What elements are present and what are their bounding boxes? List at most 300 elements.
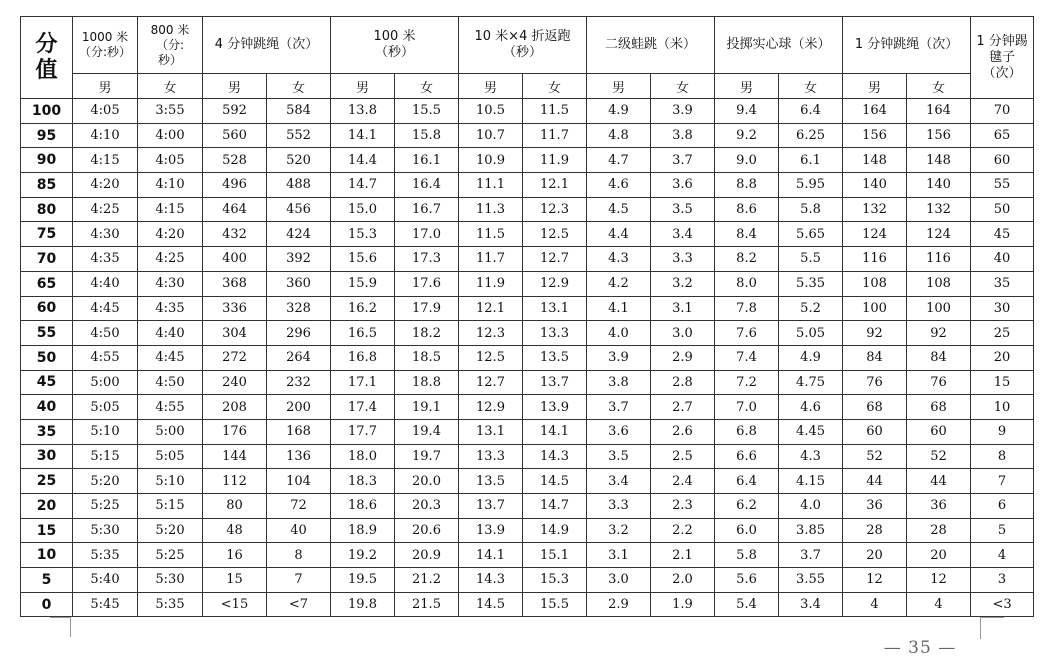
table-cell: 3.9 xyxy=(651,99,715,124)
table-cell: 4:50 xyxy=(138,370,203,395)
crop-mark-left-horizontal xyxy=(50,617,70,618)
table-cell: 3.2 xyxy=(651,271,715,296)
table-cell: 13.9 xyxy=(523,395,587,420)
subheader-row xyxy=(21,74,1034,99)
table-cell: 18.3 xyxy=(331,469,395,494)
table-cell: 19.8 xyxy=(331,592,395,617)
table-cell: 76 xyxy=(907,370,971,395)
table-cell: 9.0 xyxy=(715,148,779,173)
table-cell: 18.8 xyxy=(395,370,459,395)
score-cell: 30 xyxy=(21,444,73,469)
table-cell: 15.3 xyxy=(331,222,395,247)
table-cell: 30 xyxy=(971,296,1034,321)
table-cell: 5.95 xyxy=(779,173,843,198)
table-row xyxy=(21,247,1034,272)
page-number: — 35 — xyxy=(883,638,957,658)
table-cell: 4 xyxy=(971,543,1034,568)
table-cell: 5.8 xyxy=(779,197,843,222)
table-cell: 14.5 xyxy=(459,592,523,617)
table-cell: 18.0 xyxy=(331,444,395,469)
table-cell: <3 xyxy=(971,592,1034,617)
table-cell: 3.7 xyxy=(651,148,715,173)
table-cell: 12.7 xyxy=(459,370,523,395)
table-cell: 5.4 xyxy=(715,592,779,617)
table-cell: 100 xyxy=(843,296,907,321)
table-cell: 272 xyxy=(203,345,267,370)
table-cell: 4.0 xyxy=(779,494,843,519)
table-cell: 124 xyxy=(907,222,971,247)
score-header xyxy=(21,17,73,99)
table-cell: 5.6 xyxy=(715,568,779,593)
table-cell: 12.9 xyxy=(523,271,587,296)
table-cell: 156 xyxy=(843,123,907,148)
table-cell: 592 xyxy=(203,99,267,124)
subheader-female: 女 xyxy=(523,74,587,99)
table-cell: 4.4 xyxy=(587,222,651,247)
table-cell: 4:50 xyxy=(73,321,138,346)
table-cell: 19.4 xyxy=(395,419,459,444)
table-cell: 18.6 xyxy=(331,494,395,519)
header-shuttle-run: 10 米×4 折返跑（秒） xyxy=(459,17,587,74)
table-cell: 10 xyxy=(971,395,1034,420)
table-cell: 14.5 xyxy=(523,469,587,494)
table-cell: 11.5 xyxy=(523,99,587,124)
table-cell: 4:00 xyxy=(138,123,203,148)
table-cell: 3.8 xyxy=(587,370,651,395)
table-cell: 4.3 xyxy=(587,247,651,272)
table-cell: 424 xyxy=(267,222,331,247)
table-cell: 392 xyxy=(267,247,331,272)
table-cell: 52 xyxy=(843,444,907,469)
score-cell: 90 xyxy=(21,148,73,173)
table-cell: 16.1 xyxy=(395,148,459,173)
table-cell: 36 xyxy=(843,494,907,519)
table-cell: 2.1 xyxy=(651,543,715,568)
table-cell: 12 xyxy=(843,568,907,593)
table-cell: 5:00 xyxy=(73,370,138,395)
table-cell: 16.7 xyxy=(395,197,459,222)
table-cell: 70 xyxy=(971,99,1034,124)
table-cell: 5.5 xyxy=(779,247,843,272)
table-cell: 4:10 xyxy=(73,123,138,148)
table-row xyxy=(21,592,1034,617)
table-cell: 19.1 xyxy=(395,395,459,420)
score-cell: 85 xyxy=(21,173,73,198)
table-cell: 28 xyxy=(843,518,907,543)
table-cell: 20 xyxy=(907,543,971,568)
table-cell: 5:10 xyxy=(138,469,203,494)
table-cell: 4:10 xyxy=(138,173,203,198)
table-cell: 8.4 xyxy=(715,222,779,247)
table-cell: 40 xyxy=(971,247,1034,272)
table-cell: 5:35 xyxy=(138,592,203,617)
table-cell: 4:45 xyxy=(138,345,203,370)
score-cell: 15 xyxy=(21,518,73,543)
table-row xyxy=(21,494,1034,519)
table-cell: 14.1 xyxy=(331,123,395,148)
table-cell: 488 xyxy=(267,173,331,198)
table-cell: 4:40 xyxy=(73,271,138,296)
table-cell: 4:15 xyxy=(73,148,138,173)
table-cell: 400 xyxy=(203,247,267,272)
table-cell: 112 xyxy=(203,469,267,494)
table-cell: 3.85 xyxy=(779,518,843,543)
table-cell: 3.0 xyxy=(651,321,715,346)
table-cell: 40 xyxy=(267,518,331,543)
table-cell: 44 xyxy=(907,469,971,494)
table-cell: 5.65 xyxy=(779,222,843,247)
table-cell: 6.8 xyxy=(715,419,779,444)
table-cell: 5.8 xyxy=(715,543,779,568)
table-cell: 7.2 xyxy=(715,370,779,395)
table-cell: 2.4 xyxy=(651,469,715,494)
score-cell: 20 xyxy=(21,494,73,519)
table-cell: 92 xyxy=(843,321,907,346)
table-row xyxy=(21,345,1034,370)
table-cell: <7 xyxy=(267,592,331,617)
table-row xyxy=(21,148,1034,173)
table-cell: 4:35 xyxy=(138,296,203,321)
table-cell: 3.3 xyxy=(651,247,715,272)
table-cell: 18.5 xyxy=(395,345,459,370)
table-cell: 148 xyxy=(843,148,907,173)
table-cell: 10.7 xyxy=(459,123,523,148)
table-cell: 3.3 xyxy=(587,494,651,519)
table-cell: 124 xyxy=(843,222,907,247)
table-cell: 7 xyxy=(971,469,1034,494)
header-100m: 100 米（秒） xyxy=(331,17,459,74)
table-cell: 13.5 xyxy=(459,469,523,494)
table-cell: 4.6 xyxy=(587,173,651,198)
table-cell: 3.5 xyxy=(651,197,715,222)
table-cell: 12.5 xyxy=(523,222,587,247)
table-cell: 1.9 xyxy=(651,592,715,617)
table-cell: 11.5 xyxy=(459,222,523,247)
table-cell: 528 xyxy=(203,148,267,173)
table-cell: 4:05 xyxy=(138,148,203,173)
table-cell: 5.05 xyxy=(779,321,843,346)
table-cell: 45 xyxy=(971,222,1034,247)
table-cell: 14.3 xyxy=(523,444,587,469)
table-cell: 52 xyxy=(907,444,971,469)
table-cell: 5.35 xyxy=(779,271,843,296)
score-cell: 75 xyxy=(21,222,73,247)
subheader-female: 女 xyxy=(267,74,331,99)
table-cell: 2.5 xyxy=(651,444,715,469)
score-cell: 25 xyxy=(21,469,73,494)
header-4min-rope: 4 分钟跳绳（次） xyxy=(203,17,331,74)
table-cell: 17.7 xyxy=(331,419,395,444)
table-cell: 296 xyxy=(267,321,331,346)
table-cell: 2.0 xyxy=(651,568,715,593)
table-cell: 4.15 xyxy=(779,469,843,494)
table-cell: 560 xyxy=(203,123,267,148)
score-cell: 80 xyxy=(21,197,73,222)
subheader-male: 男 xyxy=(203,74,267,99)
table-cell: 3.4 xyxy=(587,469,651,494)
score-cell: 60 xyxy=(21,296,73,321)
table-cell: 48 xyxy=(203,518,267,543)
table-cell: 92 xyxy=(907,321,971,346)
score-cell: 95 xyxy=(21,123,73,148)
table-cell: 8.6 xyxy=(715,197,779,222)
subheader-male: 男 xyxy=(459,74,523,99)
table-cell: 5:15 xyxy=(73,444,138,469)
table-row xyxy=(21,395,1034,420)
table-cell: 18.9 xyxy=(331,518,395,543)
table-cell: 264 xyxy=(267,345,331,370)
table-cell: 60 xyxy=(971,148,1034,173)
score-cell: 70 xyxy=(21,247,73,272)
table-cell: 9 xyxy=(971,419,1034,444)
table-cell: 3:55 xyxy=(138,99,203,124)
subheader-male: 男 xyxy=(587,74,651,99)
table-row xyxy=(21,321,1034,346)
table-cell: 84 xyxy=(843,345,907,370)
table-cell: 4:45 xyxy=(73,296,138,321)
table-cell: 21.2 xyxy=(395,568,459,593)
table-cell: 15.1 xyxy=(523,543,587,568)
table-cell: 12.1 xyxy=(459,296,523,321)
score-cell: 35 xyxy=(21,419,73,444)
table-cell: 11.1 xyxy=(459,173,523,198)
table-cell: 4:15 xyxy=(138,197,203,222)
table-cell: 5:40 xyxy=(73,568,138,593)
score-cell: 65 xyxy=(21,271,73,296)
table-cell: 11.7 xyxy=(523,123,587,148)
table-row xyxy=(21,222,1034,247)
table-cell: 13.7 xyxy=(523,370,587,395)
table-cell: 5:30 xyxy=(73,518,138,543)
table-cell: 18.2 xyxy=(395,321,459,346)
table-cell: 72 xyxy=(267,494,331,519)
table-row xyxy=(21,197,1034,222)
table-row xyxy=(21,173,1034,198)
subheader-female: 女 xyxy=(651,74,715,99)
table-cell: 14.4 xyxy=(331,148,395,173)
table-cell: 15 xyxy=(203,568,267,593)
table-cell: 3.55 xyxy=(779,568,843,593)
table-cell: 44 xyxy=(843,469,907,494)
table-cell: 520 xyxy=(267,148,331,173)
table-cell: 10.5 xyxy=(459,99,523,124)
table-cell: 5:30 xyxy=(138,568,203,593)
score-header-label: 分值 xyxy=(35,31,58,83)
table-cell: 11.3 xyxy=(459,197,523,222)
header-medicine-ball: 投掷实心球（米） xyxy=(715,17,843,74)
table-cell: 5:05 xyxy=(73,395,138,420)
table-cell: 14.9 xyxy=(523,518,587,543)
table-cell: 6.0 xyxy=(715,518,779,543)
table-cell: 3.9 xyxy=(587,345,651,370)
table-cell: 68 xyxy=(843,395,907,420)
table-cell: 360 xyxy=(267,271,331,296)
table-cell: 20 xyxy=(843,543,907,568)
table-cell: 464 xyxy=(203,197,267,222)
header-frog-jump: 二级蛙跳（米） xyxy=(587,17,715,74)
table-cell: 4:30 xyxy=(73,222,138,247)
table-cell: 17.6 xyxy=(395,271,459,296)
table-cell: 5:25 xyxy=(73,494,138,519)
table-cell: 12.7 xyxy=(523,247,587,272)
table-cell: 156 xyxy=(907,123,971,148)
table-cell: 19.5 xyxy=(331,568,395,593)
table-cell: 13.8 xyxy=(331,99,395,124)
table-cell: 168 xyxy=(267,419,331,444)
table-cell: 15 xyxy=(971,370,1034,395)
table-cell: 15.8 xyxy=(395,123,459,148)
table-cell: 15.0 xyxy=(331,197,395,222)
table-cell: 76 xyxy=(843,370,907,395)
table-cell: 116 xyxy=(843,247,907,272)
table-cell: 4:25 xyxy=(138,247,203,272)
table-cell: 5:00 xyxy=(138,419,203,444)
table-cell: 368 xyxy=(203,271,267,296)
table-cell: 15.6 xyxy=(331,247,395,272)
table-cell: 2.8 xyxy=(651,370,715,395)
table-cell: 6.6 xyxy=(715,444,779,469)
table-cell: 6.25 xyxy=(779,123,843,148)
table-cell: 328 xyxy=(267,296,331,321)
table-cell: 2.7 xyxy=(651,395,715,420)
table-cell: 17.3 xyxy=(395,247,459,272)
table-cell: 5:15 xyxy=(138,494,203,519)
table-cell: 3.1 xyxy=(651,296,715,321)
table-cell: 25 xyxy=(971,321,1034,346)
table-cell: 3.7 xyxy=(587,395,651,420)
subheader-male: 男 xyxy=(331,74,395,99)
table-cell: 200 xyxy=(267,395,331,420)
table-cell: 4.3 xyxy=(779,444,843,469)
table-row xyxy=(21,99,1034,124)
table-cell: 8 xyxy=(971,444,1034,469)
table-cell: 21.5 xyxy=(395,592,459,617)
header-1000m: 1000 米（分:秒） xyxy=(73,17,138,74)
table-cell: 4.2 xyxy=(587,271,651,296)
table-cell: 4.8 xyxy=(587,123,651,148)
table-cell: 14.7 xyxy=(523,494,587,519)
score-cell: 45 xyxy=(21,370,73,395)
table-cell: 5:25 xyxy=(138,543,203,568)
table-cell: 5:05 xyxy=(138,444,203,469)
table-cell: 132 xyxy=(907,197,971,222)
table-cell: 17.0 xyxy=(395,222,459,247)
table-cell: 140 xyxy=(907,173,971,198)
table-cell: 148 xyxy=(907,148,971,173)
table-cell: 584 xyxy=(267,99,331,124)
table-cell: 2.2 xyxy=(651,518,715,543)
table-cell: 20.3 xyxy=(395,494,459,519)
table-row xyxy=(21,543,1034,568)
table-cell: 4:20 xyxy=(73,173,138,198)
table-cell: 7 xyxy=(267,568,331,593)
table-cell: 15.5 xyxy=(523,592,587,617)
table-cell: 84 xyxy=(907,345,971,370)
score-cell: 5 xyxy=(21,568,73,593)
table-cell: 8.0 xyxy=(715,271,779,296)
table-row xyxy=(21,271,1034,296)
table-body xyxy=(21,99,1034,617)
table-cell: 10.9 xyxy=(459,148,523,173)
table-cell: 19.7 xyxy=(395,444,459,469)
table-cell: 20.0 xyxy=(395,469,459,494)
crop-mark-left xyxy=(70,617,71,637)
table-cell: 13.1 xyxy=(523,296,587,321)
table-cell: 4.5 xyxy=(587,197,651,222)
table-cell: 14.1 xyxy=(459,543,523,568)
table-cell: 20.6 xyxy=(395,518,459,543)
table-cell: 164 xyxy=(907,99,971,124)
table-cell: 240 xyxy=(203,370,267,395)
table-cell: 4.75 xyxy=(779,370,843,395)
table-cell: 16.2 xyxy=(331,296,395,321)
table-cell: 4:20 xyxy=(138,222,203,247)
header-1min-rope: 1 分钟跳绳（次） xyxy=(843,17,971,74)
table-cell: 35 xyxy=(971,271,1034,296)
table-cell: 17.1 xyxy=(331,370,395,395)
table-cell: 8.8 xyxy=(715,173,779,198)
score-cell: 10 xyxy=(21,543,73,568)
table-cell: 3.2 xyxy=(587,518,651,543)
table-cell: 5:10 xyxy=(73,419,138,444)
table-cell: 60 xyxy=(907,419,971,444)
table-cell: 13.9 xyxy=(459,518,523,543)
table-cell: 20 xyxy=(971,345,1034,370)
table-cell: 19.2 xyxy=(331,543,395,568)
table-cell: 4.45 xyxy=(779,419,843,444)
subheader-male: 男 xyxy=(73,74,138,99)
table-row xyxy=(21,123,1034,148)
table-cell: 4:55 xyxy=(73,345,138,370)
table-cell: 104 xyxy=(267,469,331,494)
table-cell: 136 xyxy=(267,444,331,469)
table-cell: 13.5 xyxy=(523,345,587,370)
score-cell: 50 xyxy=(21,345,73,370)
table-cell: 4.6 xyxy=(779,395,843,420)
table-cell: 4:55 xyxy=(138,395,203,420)
table-cell: 4.9 xyxy=(779,345,843,370)
table-cell: 3.1 xyxy=(587,543,651,568)
table-cell: 4.0 xyxy=(587,321,651,346)
header-800m: 800 米（分:秒） xyxy=(138,17,203,74)
table-row xyxy=(21,568,1034,593)
table-cell: 6.1 xyxy=(779,148,843,173)
score-cell: 55 xyxy=(21,321,73,346)
subheader-male: 男 xyxy=(715,74,779,99)
table-cell: 336 xyxy=(203,296,267,321)
table-cell: <15 xyxy=(203,592,267,617)
score-cell: 40 xyxy=(21,395,73,420)
table-cell: 15.5 xyxy=(395,99,459,124)
table-cell: 144 xyxy=(203,444,267,469)
table-cell: 5:20 xyxy=(73,469,138,494)
table-cell: 6 xyxy=(971,494,1034,519)
table-cell: 12.1 xyxy=(523,173,587,198)
table-cell: 20.9 xyxy=(395,543,459,568)
table-cell: 4.7 xyxy=(587,148,651,173)
table-cell: 2.9 xyxy=(651,345,715,370)
table-cell: 4:35 xyxy=(73,247,138,272)
table-cell: 12 xyxy=(907,568,971,593)
table-cell: 2.3 xyxy=(651,494,715,519)
table-cell: 11.9 xyxy=(459,271,523,296)
table-cell: 552 xyxy=(267,123,331,148)
table-cell: 232 xyxy=(267,370,331,395)
table-cell: 16.8 xyxy=(331,345,395,370)
table-row xyxy=(21,370,1034,395)
table-cell: 9.2 xyxy=(715,123,779,148)
crop-mark-right xyxy=(980,617,981,639)
